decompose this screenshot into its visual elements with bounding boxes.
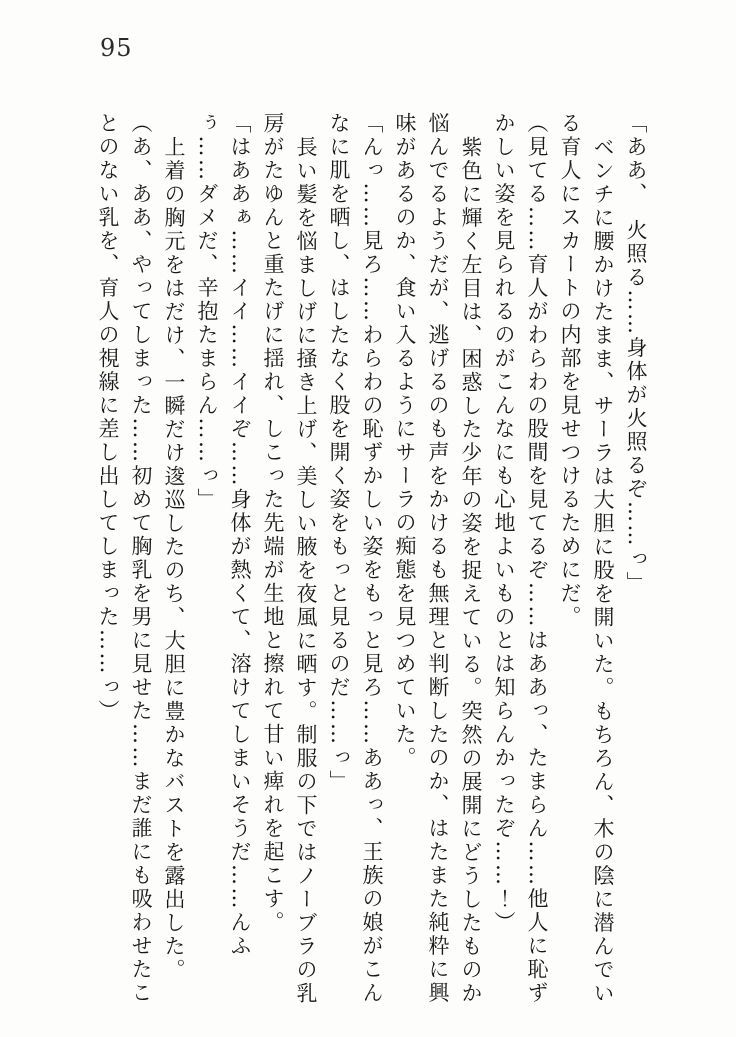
paragraph-narrative-3: 長い髪を悩ましげに掻き上げ、美しい腋を夜風に晒す。制服の下ではノーブラの乳房がたゆんと重たげに揺れ、しこった先端が生地と擦れて甘い痺れを起こす。 bbox=[261, 112, 318, 1006]
paragraph-dialogue-3: 「はああぁ……イイ……イイぞ……身体が熱くて、溶けてしまいそうだ……んふぅ……ダメだ、辛抱たまらん……っ」 bbox=[195, 112, 252, 958]
paragraph-thought-1: （見てる……育人がわらわの股間を見てるぞ……はああっ、たまらん……他人に恥ずかしい姿を見られるのがこんなにも心地よいものとは知らんかったぞ……！） bbox=[492, 112, 549, 1005]
page-number: 95 bbox=[100, 34, 133, 62]
paragraph-dialogue-1: 「ああ、 火照る……身体が火照るぞ……っ」 bbox=[624, 112, 648, 595]
paragraph-narrative-1: ベンチに腰かけたまま、サーラは大胆に股を開いた。もちろん、木の陰に潜んでいる育人にスカートの内部を見せつけるためにだ。 bbox=[558, 112, 615, 1006]
text-block bbox=[84, 112, 652, 1007]
paragraph-narrative-2: 紫色に輝く左目は、困惑した少年の姿を捉えている。突然の展開にどうしたものか悩んでるようだが、逃げるのも声をかけるも無理と判断したのか、はたまた純粋に興味があるのか、食い入るようにサーラの痴態を見つめていた。 bbox=[393, 112, 483, 1006]
paragraph-thought-2: （あ、ああ、やってしまった……初めて胸乳を男に見せた……まだ誰にも吸わせたことのない乳を、育人の視線に差し出してしまった……っ） bbox=[96, 112, 153, 1005]
paragraph-dialogue-2: 「んっ……見ろ……わらわの恥ずかしい姿をもっと見ろ……ああっ、王族の娘がこんなに肌を晒し、はしたなく股を開く姿をもっと見るのだ……っ」 bbox=[327, 112, 384, 1005]
paragraph-narrative-4: 上着の胸元をはだけ、一瞬だけ逡巡したのち、大胆に豊かなバストを露出した。 bbox=[162, 136, 186, 982]
